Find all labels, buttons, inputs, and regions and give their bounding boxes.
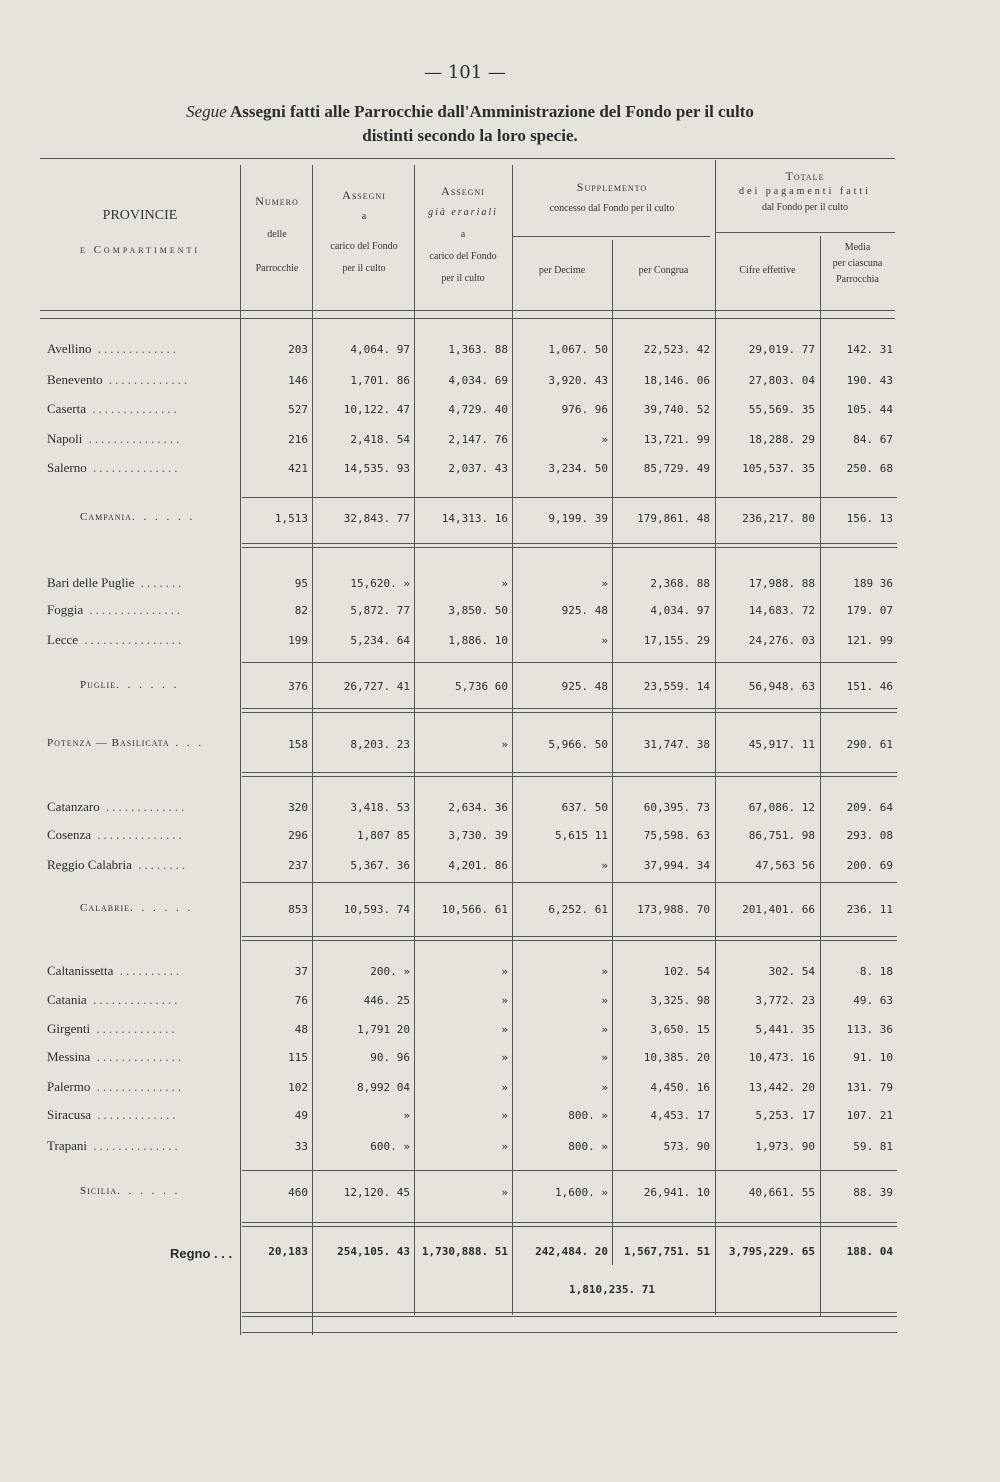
cell-cif: 13,442. 20 [748,1081,815,1094]
province-label: Benevento [47,372,103,387]
leader-dots: ............. [91,341,180,356]
leader-dots: . . . . . . [117,1185,181,1197]
leader-dots: ................ [78,632,185,647]
cell-dec: 242,484. 20 [535,1245,608,1258]
header-numero-l2: delle [267,229,287,240]
cell-ass: 26,727. 41 [343,680,410,693]
cell-con: 179,861. 48 [637,512,710,525]
header-compartments: e Compartimenti [79,244,201,256]
cell-era: » [501,1051,508,1064]
cell-con: 573. 90 [663,1140,710,1153]
province-name [47,963,182,979]
cell-dec: 3,920. 43 [548,374,608,387]
cell-dec: 9,199. 39 [548,512,608,525]
cell-cif: 18,288. 29 [748,433,815,446]
cell-num: 49 [294,1109,308,1122]
cell-ass: 1,807 85 [357,829,410,842]
cell-era: » [501,1109,508,1122]
cell-era: » [501,1186,508,1199]
cell-dec: 5,615 11 [555,829,608,842]
leader-dots: ....... [134,575,185,590]
cell-num: 82 [294,604,308,617]
cell-era: 4,034. 69 [448,374,508,387]
cell-num: 199 [288,634,308,647]
header-erariali-l5: per il culto [441,273,485,284]
cell-con: 75,598. 63 [643,829,710,842]
province-label: Trapani [47,1138,87,1153]
cell-ass: 2,418. 54 [350,433,410,446]
header-assegni-erariali [414,180,512,290]
cell-era: 2,634. 36 [448,801,508,814]
cell-dec: 6,252. 61 [548,903,608,916]
province-label: Salerno [47,460,87,475]
cell-era: 1,730,888. 51 [421,1245,508,1258]
cell-ass: 1,701. 86 [350,374,410,387]
cell-med: 179. 07 [846,604,893,617]
cell-num: 1,513 [274,512,308,525]
cell-num: 203 [288,343,308,356]
cell-era: 2,037. 43 [448,462,508,475]
cell-med: 250. 68 [846,462,893,475]
province-label: Cosenza [47,827,92,842]
province-label: Palermo [47,1079,91,1094]
province-name [47,992,180,1008]
header-bottom-rule-2 [40,318,895,319]
cell-num: 95 [294,577,308,590]
table-rule [242,936,897,937]
province-name [47,602,183,618]
table-rule [242,708,897,709]
leader-dots: ............... [83,602,184,617]
header-erariali-l1: Assegni [441,184,485,198]
cell-cif: 236,217. 80 [742,512,815,525]
header-provinces [45,205,235,261]
province-name [47,372,190,388]
cell-dec: 637. 50 [561,801,608,814]
cell-med: 49. 63 [853,994,893,1007]
table-rule [242,1222,897,1223]
province-name [47,1021,178,1037]
cell-ass: 4,064. 97 [350,343,410,356]
province-name [47,431,182,447]
cell-dec: » [601,859,608,872]
header-numero-l1: Numero [255,194,299,208]
province-name [47,341,179,357]
header-per-decime: per Decime [538,265,586,276]
cell-ass: 5,234. 64 [350,634,410,647]
cell-dec: 976. 96 [561,403,608,416]
cell-ass: 1,791 20 [357,1023,410,1036]
header-cifre-effettive: Cifre effettive [739,265,796,276]
leader-dots: ........ [131,857,189,872]
cell-dec: 800. » [568,1140,608,1153]
cell-era: 2,147. 76 [448,433,508,446]
cell-con: 2,368. 88 [650,577,710,590]
leader-dots: . . . . . . [130,902,194,914]
table-rule [242,662,897,663]
province-label: Avellino [47,341,92,356]
province-label: Caltanissetta [47,963,114,978]
leader-dots: ............... [82,431,183,446]
cell-ass: » [403,1109,410,1122]
cell-num: 527 [288,403,308,416]
cell-ass: 12,120. 45 [343,1186,410,1199]
cell-ass: 10,122. 47 [343,403,410,416]
cell-con: 31,747. 38 [643,738,710,751]
header-sub-rule-supp [512,236,710,237]
cell-dec: » [601,1051,608,1064]
cell-med: 113. 36 [846,1023,893,1036]
cell-con: 173,988. 70 [637,903,710,916]
cell-med: 293. 08 [846,829,893,842]
table-rule [242,772,897,773]
cell-con: 1,567,751. 51 [623,1245,710,1258]
header-assegni-l4: per il culto [342,263,386,274]
header-totale-l1: Totale [785,169,825,183]
province-name [47,1079,184,1095]
province-name [47,632,184,648]
leader-dots: ............. [99,799,188,814]
cell-ass: 90. 96 [370,1051,410,1064]
leader-dots: ............. [102,372,191,387]
cell-dec: » [601,994,608,1007]
header-erariali-l4: carico del Fondo [429,251,497,262]
cell-era: 1,886. 10 [448,634,508,647]
cell-ass: 8,992 04 [357,1081,410,1094]
province-label: Lecce [47,632,79,647]
table-rule [242,547,897,548]
cell-era: 4,201. 86 [448,859,508,872]
cell-era: » [501,738,508,751]
cell-ass: 32,843. 77 [343,512,410,525]
cell-con: 4,034. 97 [650,604,710,617]
cell-era: » [501,1023,508,1036]
cell-med: 142. 31 [846,343,893,356]
cell-con: 18,146. 06 [643,374,710,387]
table-rule [242,543,897,544]
cell-cif: 201,401. 66 [742,903,815,916]
leader-dots: . . . [169,737,205,749]
cell-med: 84. 67 [853,433,893,446]
province-label: Reggio Calabria [47,857,132,872]
cell-num: 237 [288,859,308,872]
cell-cif: 40,661. 55 [748,1186,815,1199]
header-assegni-l1: Assegni [342,188,386,202]
cell-con: 23,559. 14 [643,680,710,693]
cell-num: 115 [288,1051,308,1064]
leader-dots: .............. [86,460,181,475]
cell-dec: 800. » [568,1109,608,1122]
cell-con: 17,155. 29 [643,634,710,647]
province-name [47,460,180,476]
cell-med: 121. 99 [846,634,893,647]
cell-num: 48 [294,1023,308,1036]
cell-med: 91. 10 [853,1051,893,1064]
cell-era: 5,736 60 [455,680,508,693]
cell-num: 158 [288,738,308,751]
cell-con: 10,385. 20 [643,1051,710,1064]
cell-med: 59. 81 [853,1140,893,1153]
cell-dec: » [601,1023,608,1036]
cell-con: 85,729. 49 [643,462,710,475]
cell-dec: 1,600. » [555,1186,608,1199]
title-prefix: Segue [186,102,227,121]
province-label: Siracusa [47,1107,92,1122]
cell-ass: 5,872. 77 [350,604,410,617]
cell-med: 88. 39 [853,1186,893,1199]
cell-ass: 446. 25 [363,994,410,1007]
cell-con: 4,450. 16 [650,1081,710,1094]
header-assegni-l2: a [361,211,367,222]
cell-num: 146 [288,374,308,387]
cell-ass: 5,367. 36 [350,859,410,872]
header-per-congrua: per Congrua [638,265,689,276]
header-media-l1: Media [844,242,871,253]
cell-cif: 47,563 56 [755,859,815,872]
cell-med: 209. 64 [846,801,893,814]
cell-dec: » [601,433,608,446]
header-numero [242,190,312,280]
leader-dots: .......... [113,963,183,978]
cell-era: 1,363. 88 [448,343,508,356]
cell-cif: 27,803. 04 [748,374,815,387]
table-rule [242,940,897,941]
header-media [820,240,895,288]
cell-cif: 302. 54 [768,965,815,978]
province-name [47,827,185,843]
cell-num: 37 [294,965,308,978]
header-assegni-l3: carico del Fondo [330,241,398,252]
cell-era: 3,850. 50 [448,604,508,617]
cell-ass: 200. » [370,965,410,978]
header-media-l2: per ciascuna [832,258,883,269]
leader-dots: .............. [86,992,181,1007]
province-label: Messina [47,1049,91,1064]
title-line1: Assegni fatti alle Parrocchie dall'Amministrazione del Fondo per il culto [229,102,754,121]
province-name [47,575,184,591]
table-rule [242,1332,897,1333]
province-label: Catania [47,992,87,1007]
header-supplemento [512,176,712,220]
cell-num: 421 [288,462,308,475]
header-assegni [314,184,414,280]
cell-dec: » [601,1081,608,1094]
table-rule [242,1316,897,1317]
cell-num: 102 [288,1081,308,1094]
table-rule [242,1170,897,1171]
cell-med: 236. 11 [846,903,893,916]
header-bottom-rule [40,310,895,311]
page-number: — 101 — [424,62,506,83]
province-name [47,1049,184,1065]
cell-cif: 10,473. 16 [748,1051,815,1064]
cell-cif: 105,537. 35 [742,462,815,475]
regno-label: Regno . . . [170,1246,233,1261]
cell-num: 460 [288,1186,308,1199]
header-top-rule [40,158,895,159]
cell-con: 13,721. 99 [643,433,710,446]
leader-dots: .............. [91,827,185,842]
cell-ass: 254,105. 43 [337,1245,410,1258]
province-label: Bari delle Puglie [47,575,135,590]
cell-med: 131. 79 [846,1081,893,1094]
cell-med: 188. 04 [846,1245,893,1258]
cell-era: 14,313. 16 [441,512,508,525]
cell-cif: 29,019. 77 [748,343,815,356]
header-erariali-l2: già erariali [428,207,498,218]
cell-dec: » [601,577,608,590]
cell-ass: 14,535. 93 [343,462,410,475]
leader-dots: . . . . . . [131,511,196,523]
province-name [47,1138,181,1154]
cell-con: 22,523. 42 [643,343,710,356]
header-numero-l3: Parrocchie [255,263,299,274]
compartment-name: Sicilia. . . . . . [80,1185,181,1197]
leader-dots: ............. [90,1021,178,1036]
cell-dec: 3,234. 50 [548,462,608,475]
leader-dots: .............. [86,1138,181,1153]
province-name [47,857,188,873]
cell-cif: 67,086. 12 [748,801,815,814]
province-name [47,799,187,815]
supplemento-total: 1,810,235. 71 [568,1283,656,1296]
cell-med: 105. 44 [846,403,893,416]
cell-cif: 86,751. 98 [748,829,815,842]
cell-num: 216 [288,433,308,446]
compartment-name: Calabrie. . . . . . [80,902,194,914]
cell-era: » [501,994,508,1007]
cell-con: 37,994. 34 [643,859,710,872]
compartment-name: Campania. . . . . . [80,511,196,523]
cell-cif: 5,253. 17 [755,1109,815,1122]
cell-num: 76 [294,994,308,1007]
cell-num: 320 [288,801,308,814]
cell-med: 290. 61 [846,738,893,751]
table-rule [242,1312,897,1313]
cell-era: 10,566. 61 [441,903,508,916]
leader-dots: ............. [91,1107,179,1122]
cell-ass: 15,620. » [350,577,410,590]
header-provinces-title: PROVINCIE [102,208,178,223]
header-media-l3: Parrocchia [836,274,879,285]
cell-ass: 3,418. 53 [350,801,410,814]
table-rule [242,497,897,498]
cell-cif: 1,973. 90 [755,1140,815,1153]
cell-cif: 24,276. 03 [748,634,815,647]
table-rule [242,712,897,713]
cell-dec: » [601,965,608,978]
header-sub-rule-tot [715,232,895,233]
cell-cif: 3,772. 23 [755,994,815,1007]
cell-med: 107. 21 [846,1109,893,1122]
header-supplemento-l2: concesso dal Fondo per il culto [549,203,675,214]
header-totale-l2: dei pagamenti fatti [739,186,871,197]
cell-cif: 5,441. 35 [755,1023,815,1036]
province-label: Catanzaro [47,799,100,814]
leader-dots: .............. [90,1049,185,1064]
cell-med: 8. 18 [859,965,893,978]
compartment-name: Potenza — Basilicata . . . [47,737,205,749]
cell-cif: 17,988. 88 [748,577,815,590]
cell-med: 190. 43 [846,374,893,387]
province-label: Napoli [47,431,83,446]
cell-era: 4,729. 40 [448,403,508,416]
header-totale-l3: dal Fondo per il culto [761,202,849,213]
title-line2: distinti secondo la loro specie. [362,126,578,145]
cell-con: 4,453. 17 [650,1109,710,1122]
cell-dec: » [601,634,608,647]
cell-med: 189 36 [853,577,893,590]
cell-era: » [501,1140,508,1153]
cell-med: 151. 46 [846,680,893,693]
cell-num: 376 [288,680,308,693]
cell-dec: 1,067. 50 [548,343,608,356]
province-name [47,1107,179,1123]
cell-con: 3,325. 98 [650,994,710,1007]
cell-con: 39,740. 52 [643,403,710,416]
header-erariali-l3: a [460,229,466,240]
table-rule [242,882,897,883]
cell-ass: 8,203. 23 [350,738,410,751]
province-label: Caserta [47,401,86,416]
cell-dec: 5,966. 50 [548,738,608,751]
table-title [130,100,810,148]
cell-num: 296 [288,829,308,842]
cell-ass: 600. » [370,1140,410,1153]
cell-dec: 925. 48 [561,604,608,617]
cell-con: 26,941. 10 [643,1186,710,1199]
cell-cif: 3,795,229. 65 [728,1245,815,1258]
cell-era: » [501,1081,508,1094]
leader-dots: .............. [90,1079,185,1094]
cell-era: 3,730. 39 [448,829,508,842]
leader-dots: . . . . . . [116,679,180,691]
province-label: Girgenti [47,1021,91,1036]
cell-con: 3,650. 15 [650,1023,710,1036]
header-totale [715,168,895,216]
cell-num: 20,183 [268,1245,308,1258]
cell-era: » [501,965,508,978]
cell-con: 60,395. 73 [643,801,710,814]
cell-con: 102. 54 [663,965,710,978]
cell-cif: 55,569. 35 [748,403,815,416]
cell-med: 200. 69 [846,859,893,872]
compartment-name: Puglie. . . . . . [80,679,180,691]
cell-num: 33 [294,1140,308,1153]
cell-med: 156. 13 [846,512,893,525]
cell-num: 853 [288,903,308,916]
cell-cif: 45,917. 11 [748,738,815,751]
province-name [47,401,180,417]
cell-cif: 56,948. 63 [748,680,815,693]
province-label: Foggia [47,602,84,617]
leader-dots: .............. [85,401,180,416]
table-rule [242,1226,897,1227]
cell-ass: 10,593. 74 [343,903,410,916]
cell-era: » [501,577,508,590]
cell-dec: 925. 48 [561,680,608,693]
header-supplemento-l1: Supplemento [576,180,648,194]
table-rule [242,776,897,777]
cell-cif: 14,683. 72 [748,604,815,617]
